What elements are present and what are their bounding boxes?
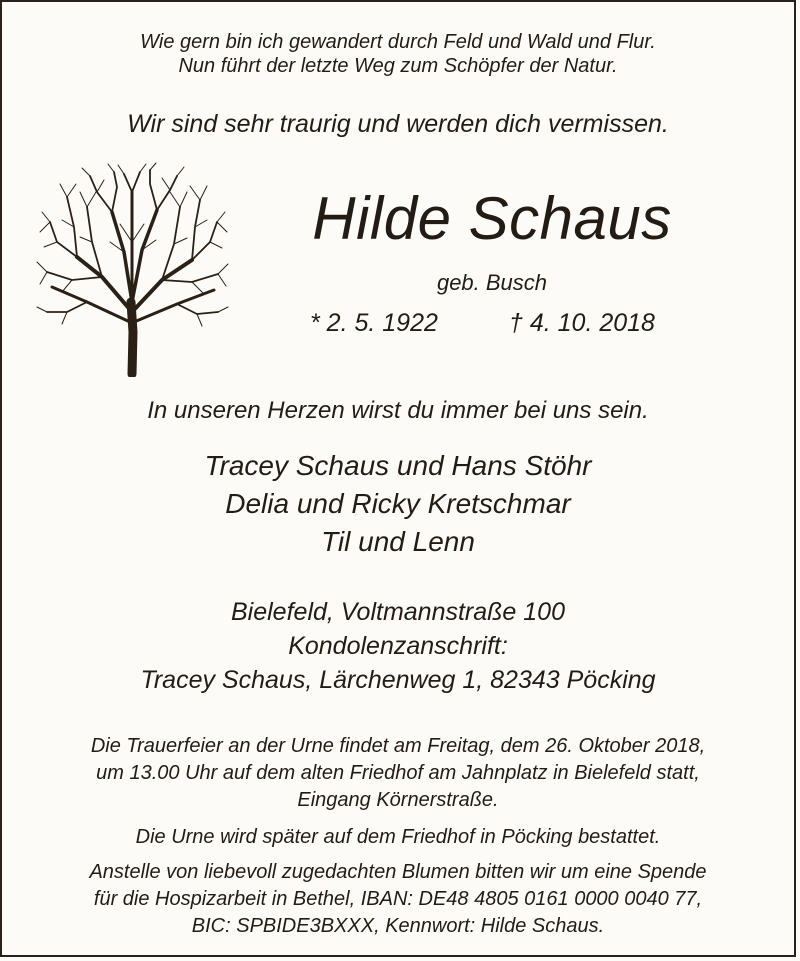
death-date: † 4. 10. 2018 [509, 309, 655, 337]
poem-line-2: Nun führt der letzte Weg zum Schöpfer der Natur. [178, 55, 618, 77]
address-line-1: Bielefeld, Voltmannstraße 100 [231, 598, 565, 626]
deceased-name: Hilde Schaus [312, 185, 672, 252]
bare-tree-icon [32, 162, 232, 377]
heart-line: In unseren Herzen wirst du immer bei uns sein. [147, 397, 649, 424]
address-line-2: Kondolenzanschrift: [288, 632, 508, 660]
ceremony-line-1: Die Trauerfeier an der Urne findet am Freitag, dem 26. Oktober 2018, [90, 735, 706, 757]
donation-line-2: für die Hospizarbeit in Bethel, IBAN: DE48 4805 0161 0000 0040 77, [93, 888, 703, 910]
miss-line: Wir sind sehr traurig und werden dich vermissen. [127, 110, 669, 138]
poem-line-1: Wie gern bin ich gewandert durch Feld und Wald und Flur. [140, 31, 656, 53]
address-line-3: Tracey Schaus, Lärchenweg 1, 82343 Pöcking [140, 666, 656, 694]
family-line-1: Tracey Schaus und Hans Stöhr [204, 450, 592, 481]
family-line-2: Delia und Ricky Kretschmar [225, 488, 571, 519]
ceremony-line-3: Eingang Körnerstraße. [297, 789, 499, 811]
donation-line-1: Anstelle von liebevoll zugedachten Blumen bitten wir um eine Spende [89, 861, 707, 883]
ceremony-line-2: um 13.00 Uhr auf dem alten Friedhof am Jahnplatz in Bielefeld statt, [96, 762, 700, 784]
donation-line-3: BIC: SPBIDE3BXXX, Kennwort: Hilde Schaus. [191, 915, 605, 937]
birth-name: geb. Busch [436, 270, 548, 295]
birth-date: * 2. 5. 1922 [310, 309, 438, 337]
family-line-3: Til und Lenn [321, 526, 475, 557]
urn-line: Die Urne wird später auf dem Friedhof in Pöcking bestattet. [135, 826, 661, 848]
